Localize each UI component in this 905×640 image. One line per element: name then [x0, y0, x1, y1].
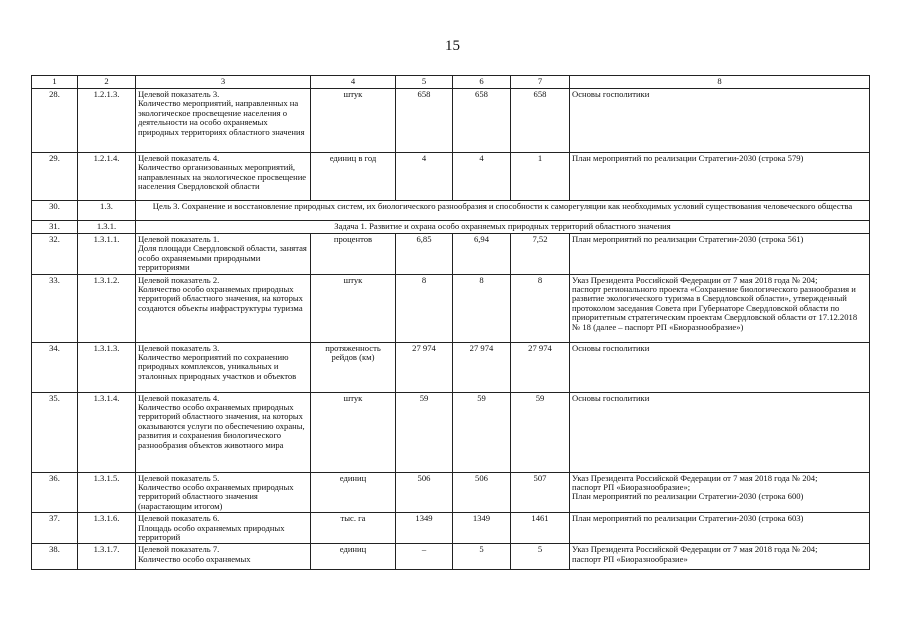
- basis-cell: Основы госполитики: [570, 89, 870, 153]
- value-cell: 507: [511, 472, 570, 513]
- header-cell: 1: [32, 76, 78, 89]
- indicator-cell: Целевой показатель 5. Количество особо охраняемых природных территорий областного значения (нарастающим итогом): [136, 472, 311, 513]
- unit-cell: единиц: [311, 544, 396, 570]
- value-cell: 658: [396, 89, 453, 153]
- indicators-table: [31, 75, 870, 570]
- basis-cell: Основы госполитики: [570, 392, 870, 472]
- table-row: [32, 234, 870, 275]
- table-row: [32, 342, 870, 392]
- header-cell: 8: [570, 76, 870, 89]
- table-row: [32, 472, 870, 513]
- header-cell: 2: [78, 76, 136, 89]
- unit-cell: штук: [311, 274, 396, 342]
- unit-cell: единиц: [311, 472, 396, 513]
- code-cell: 1.3.1.5.: [78, 472, 136, 513]
- value-cell: 27 974: [396, 342, 453, 392]
- code-cell: 1.3.1.: [78, 221, 136, 234]
- header-cell: 4: [311, 76, 396, 89]
- row-number-cell: 29.: [32, 153, 78, 201]
- unit-cell: протяженность рейдов (км): [311, 342, 396, 392]
- code-cell: 1.3.1.1.: [78, 234, 136, 275]
- table-row: [32, 274, 870, 342]
- unit-cell: процентов: [311, 234, 396, 275]
- header-row: [32, 76, 870, 89]
- value-cell: 59: [396, 392, 453, 472]
- value-cell: 1: [511, 153, 570, 201]
- value-cell: 658: [511, 89, 570, 153]
- indicator-cell: Целевой показатель 6. Площадь особо охраняемых природных территорий: [136, 513, 311, 544]
- basis-cell: Указ Президента Российской Федерации от 7 мая 2018 года № 204; паспорт РП «Биоразнообразие»: [570, 544, 870, 570]
- value-cell: –: [396, 544, 453, 570]
- section-heading-cell: Цель 3. Сохранение и восстановление природных систем, их биологического разнообразия и способности к саморегуляции как необходимых условий существования человеческого общества: [136, 201, 870, 221]
- indicator-cell: Целевой показатель 3. Количество мероприятий, направленных на экологическое просвещение населения о деятельности на особо охраняемых природных территориях областного значения: [136, 89, 311, 153]
- basis-cell: План мероприятий по реализации Стратегии-2030 (строка 603): [570, 513, 870, 544]
- table-row: [32, 513, 870, 544]
- header-cell: 7: [511, 76, 570, 89]
- row-number-cell: 33.: [32, 274, 78, 342]
- indicator-cell: Целевой показатель 4. Количество особо охраняемых природных территорий областного значения, на которых оказываются услуги по обеспечению охраны, развития и сохранения биологического разнообразия объектов животного мира: [136, 392, 311, 472]
- code-cell: 1.2.1.4.: [78, 153, 136, 201]
- unit-cell: тыс. га: [311, 513, 396, 544]
- table-row: [32, 201, 870, 221]
- row-number-cell: 28.: [32, 89, 78, 153]
- header-cell: 5: [396, 76, 453, 89]
- value-cell: 5: [453, 544, 511, 570]
- indicator-cell: Целевой показатель 1. Доля площади Свердловской области, занятая особо охраняемыми природными территориями: [136, 234, 311, 275]
- value-cell: 7,52: [511, 234, 570, 275]
- basis-cell: Указ Президента Российской Федерации от 7 мая 2018 года № 204; паспорт регионального проекта «Сохранение биологического разнообразия и развитие экологического туризма в Свердловской области», утвержденный протоколом заседания Совета при Губернаторе Свердловской области по приоритетным стратегическим проектам Свердловской области от 17.12.2018 № 18 (далее – паспорт РП «Биоразнообразие»): [570, 274, 870, 342]
- code-cell: 1.2.1.3.: [78, 89, 136, 153]
- value-cell: 59: [453, 392, 511, 472]
- unit-cell: единиц в год: [311, 153, 396, 201]
- value-cell: 1461: [511, 513, 570, 544]
- unit-cell: штук: [311, 89, 396, 153]
- row-number-cell: 36.: [32, 472, 78, 513]
- value-cell: 506: [453, 472, 511, 513]
- table-row: [32, 89, 870, 153]
- code-cell: 1.3.1.2.: [78, 274, 136, 342]
- unit-cell: штук: [311, 392, 396, 472]
- basis-cell: План мероприятий по реализации Стратегии-2030 (строка 561): [570, 234, 870, 275]
- row-number-cell: 30.: [32, 201, 78, 221]
- value-cell: 59: [511, 392, 570, 472]
- row-number-cell: 31.: [32, 221, 78, 234]
- indicator-cell: Целевой показатель 4. Количество организованных мероприятий, направленных на экологическое просвещение населения Свердловской области: [136, 153, 311, 201]
- value-cell: 6,94: [453, 234, 511, 275]
- code-cell: 1.3.1.7.: [78, 544, 136, 570]
- row-number-cell: 34.: [32, 342, 78, 392]
- value-cell: 5: [511, 544, 570, 570]
- value-cell: 27 974: [511, 342, 570, 392]
- code-cell: 1.3.: [78, 201, 136, 221]
- value-cell: 27 974: [453, 342, 511, 392]
- row-number-cell: 35.: [32, 392, 78, 472]
- indicator-cell: Целевой показатель 7. Количество особо охраняемых: [136, 544, 311, 570]
- indicator-cell: Целевой показатель 2. Количество особо охраняемых природных территорий областного значения, на которых создаются объекты инфраструктуры туризма: [136, 274, 311, 342]
- basis-cell: План мероприятий по реализации Стратегии-2030 (строка 579): [570, 153, 870, 201]
- table-row: [32, 544, 870, 570]
- page-number: 15: [445, 38, 460, 54]
- value-cell: 1349: [453, 513, 511, 544]
- value-cell: 658: [453, 89, 511, 153]
- value-cell: 8: [396, 274, 453, 342]
- table-row: [32, 392, 870, 472]
- value-cell: 8: [453, 274, 511, 342]
- basis-cell: Основы госполитики: [570, 342, 870, 392]
- basis-cell: Указ Президента Российской Федерации от 7 мая 2018 года № 204; паспорт РП «Биоразнообразие»; План мероприятий по реализации Стратегии-2030 (строка 600): [570, 472, 870, 513]
- table-row: [32, 221, 870, 234]
- row-number-cell: 32.: [32, 234, 78, 275]
- section-heading-cell: Задача 1. Развитие и охрана особо охраняемых природных территорий областного значения: [136, 221, 870, 234]
- header-cell: 6: [453, 76, 511, 89]
- header-cell: 3: [136, 76, 311, 89]
- row-number-cell: 37.: [32, 513, 78, 544]
- code-cell: 1.3.1.3.: [78, 342, 136, 392]
- value-cell: 1349: [396, 513, 453, 544]
- code-cell: 1.3.1.4.: [78, 392, 136, 472]
- value-cell: 4: [396, 153, 453, 201]
- value-cell: 4: [453, 153, 511, 201]
- indicator-cell: Целевой показатель 3. Количество мероприятий по сохранению природных комплексов, уникальных и эталонных природных участков и объектов: [136, 342, 311, 392]
- table-row: [32, 153, 870, 201]
- value-cell: 6,85: [396, 234, 453, 275]
- value-cell: 506: [396, 472, 453, 513]
- row-number-cell: 38.: [32, 544, 78, 570]
- value-cell: 8: [511, 274, 570, 342]
- code-cell: 1.3.1.6.: [78, 513, 136, 544]
